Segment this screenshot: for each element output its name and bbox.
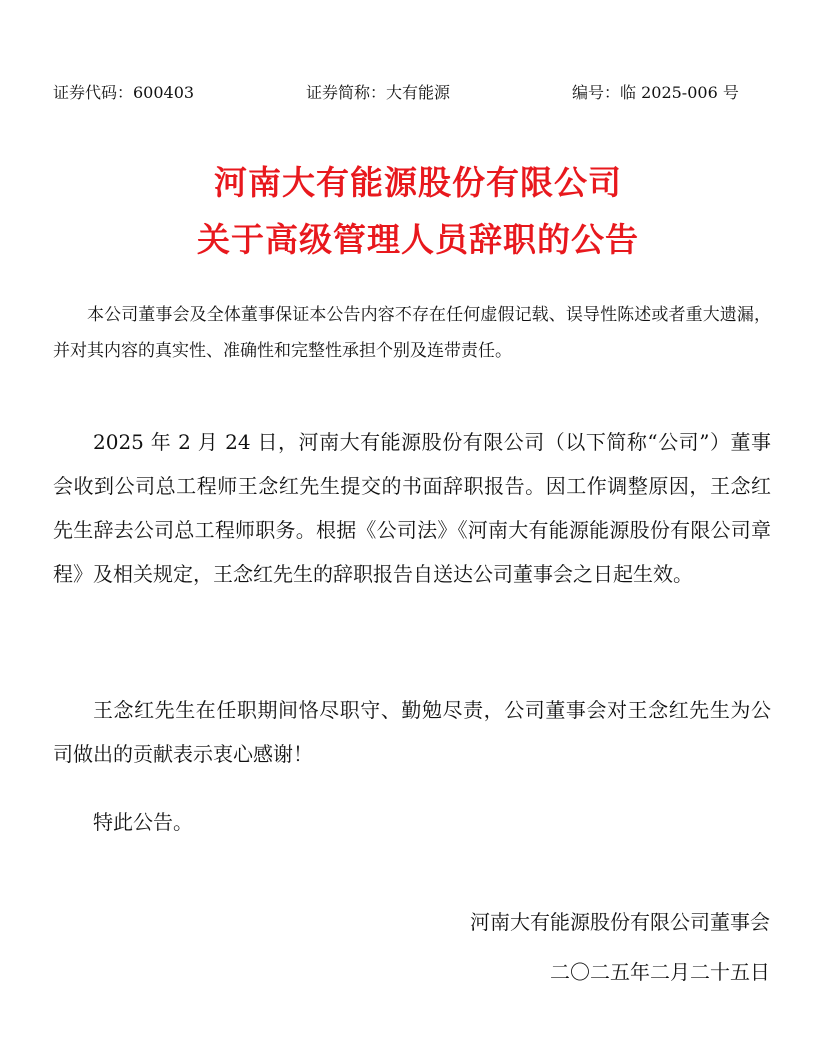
signature-date: 二〇二五年二月二十五日 bbox=[550, 960, 770, 984]
body-paragraph-thanks: 王念红先生在任职期间恪尽职守、勤勉尽责，公司董事会对王念红先生为公司做出的贡献表示衷心感谢！ bbox=[53, 698, 771, 766]
title-company-name: 河南大有能源股份有限公司 bbox=[214, 163, 622, 202]
stock-code: 证券代码：600403 bbox=[53, 83, 195, 102]
board-disclaimer: 本公司董事会及全体董事保证本公告内容不存在任何虚假记载、误导性陈述或者重大遗漏，并对其内容的真实性、准确性和完整性承担个别及连带责任。 bbox=[53, 305, 771, 361]
document-header bbox=[53, 81, 753, 105]
announcement-number: 编号：临 2025-006 号 bbox=[572, 83, 739, 102]
body-paragraph-resignation: 2025 年 2 月 24 日，河南大有能源股份有限公司（以下简称“公司”）董事会收到公司总工程师王念红先生提交的书面辞职报告。因工作调整原因，王念红先生辞去公司总工程师职务。根据《公司法》《河南大有能源能源股份有限公司章程》及相关规定，王念红先生的辞职报告自送达公司董事会之日起生效。 bbox=[53, 430, 771, 586]
stock-short-name: 证券简称：大有能源 bbox=[306, 83, 451, 102]
body-paragraph-closing: 特此公告。 bbox=[93, 810, 193, 834]
signature-company: 河南大有能源股份有限公司董事会 bbox=[470, 910, 770, 934]
title-announcement-subject: 关于高级管理人员辞职的公告 bbox=[197, 220, 639, 259]
